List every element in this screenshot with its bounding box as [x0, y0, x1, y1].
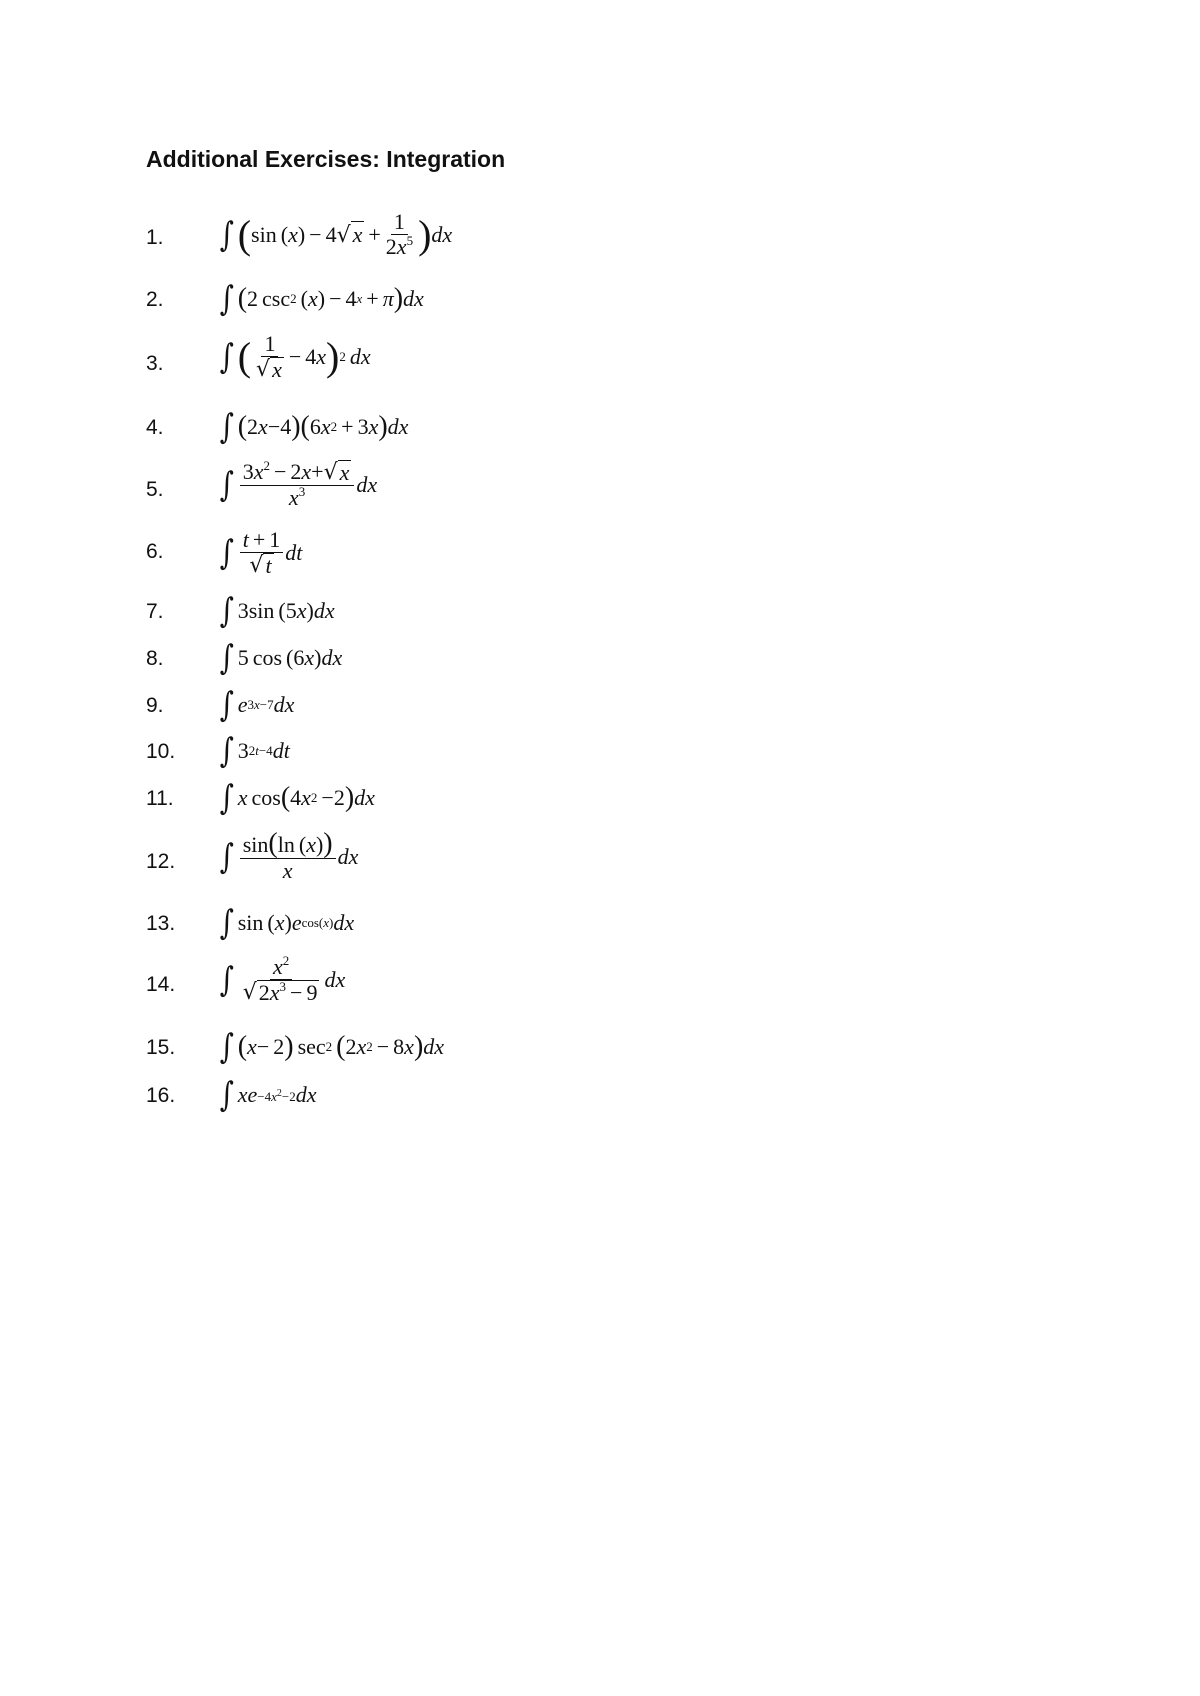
exercise-number: 2. [146, 288, 164, 311]
exercise-expression: ∫ ( x − 2 ) sec 2 ( 2 x 2 − 8 x ) dx [219, 1027, 445, 1067]
document-title: Additional Exercises: Integration [146, 146, 506, 172]
exercise-expression: ∫ ( 1 √ x − 4 x ) 2 dx [219, 331, 371, 383]
exercise-number: 1. [146, 226, 164, 249]
exercise-expression: ∫ sin ( x ) e cos(x) dx [219, 903, 355, 943]
exercise-number: 10. [146, 740, 176, 763]
exercise-expression: ∫ t + 1 √ t dt [219, 527, 303, 579]
exercise-number: 4. [146, 416, 164, 439]
exercise-expression: ∫ ( 2 csc 2 ( x ) − 4 x + π ) dx [219, 279, 424, 319]
exercise-expression: ∫ 5 cos (6 x ) dx [219, 638, 343, 678]
exercise-number: 13. [146, 912, 176, 935]
exercise-expression: ∫ ( 2 x −4 )( 6 x 2 + 3 x ) dx [219, 407, 409, 447]
exercise-number: 15. [146, 1036, 176, 1059]
exercise-expression: ∫ $x^2$ √ $2x^3 - 9$ dx [219, 953, 346, 1006]
exercise-number: 6. [146, 540, 164, 563]
exercise-number: 3. [146, 352, 164, 375]
exercise-expression: ∫ e 3x−7 dx [219, 685, 295, 725]
exercise-number: 11. [146, 787, 174, 810]
exercise-number: 7. [146, 600, 164, 623]
exercise-expression: ∫ 3 2t−4 dt [219, 731, 290, 771]
exercise-expression: ∫ x cos ( 4 x 2 −2 ) dx [219, 778, 375, 818]
exercise-number: 9. [146, 694, 164, 717]
exercise-number: 8. [146, 647, 164, 670]
exercise-number: 5. [146, 478, 164, 501]
exercise-expression: ∫ $3x^2 - 2x+$ √ x $x^3$ dx [219, 458, 378, 511]
exercise-expression: ∫ $\frac{\sin(\ln (x))}{x}$ dx [219, 828, 359, 883]
exercise-number: 16. [146, 1084, 176, 1107]
exercise-expression: ∫ xe $-4x^2-2$ dx [219, 1075, 317, 1115]
exercise-number: 12. [146, 850, 176, 873]
exercise-number: 14. [146, 973, 176, 996]
exercise-expression: ∫ ( sin ( x ) − 4 √ x + $\frac{1}{2x^5}$ ) dx [219, 209, 453, 260]
exercise-expression: ∫ 3sin (5 x ) dx [219, 591, 335, 631]
